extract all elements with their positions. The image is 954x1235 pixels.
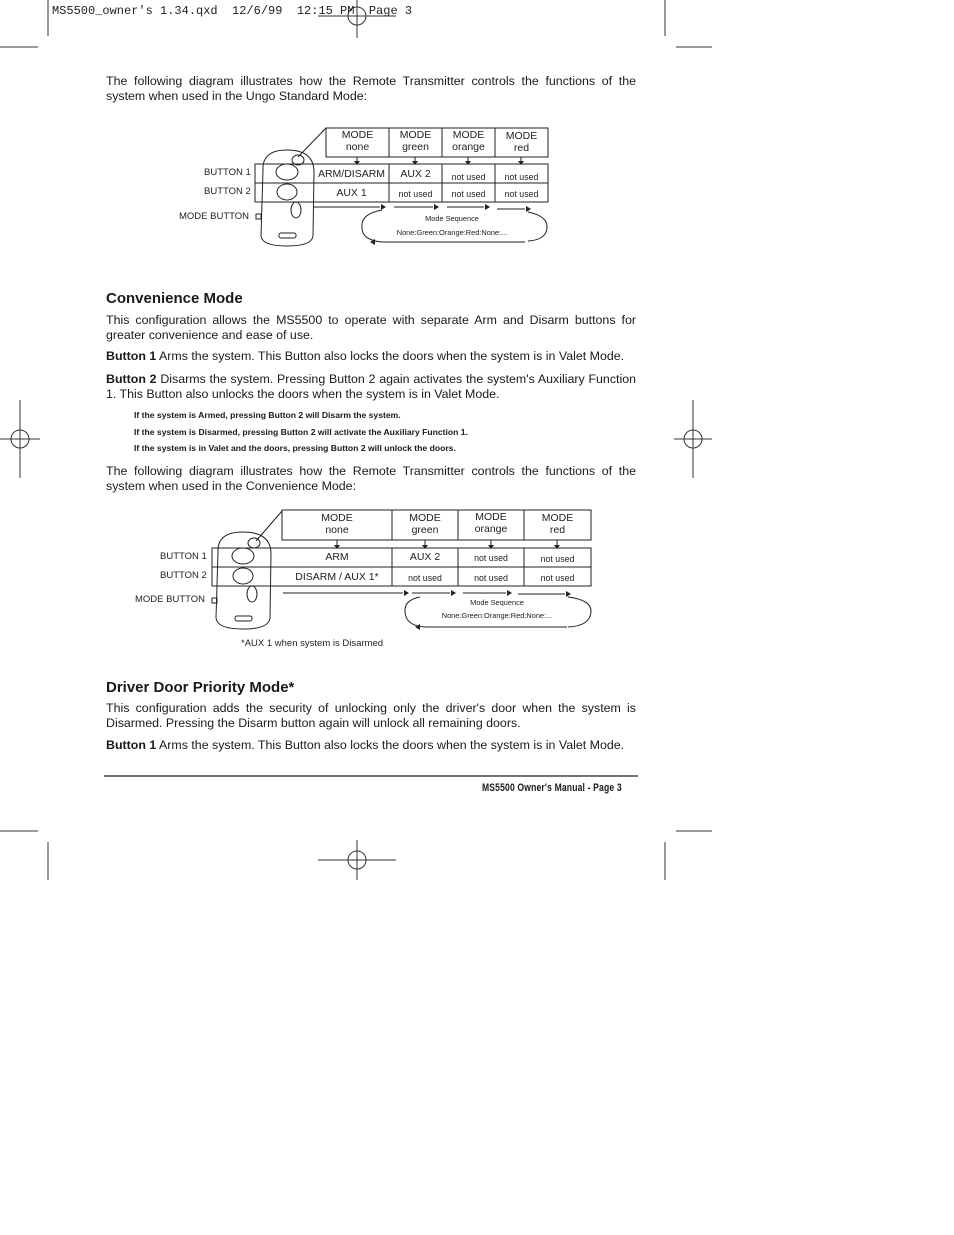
table-cell: DISARM / AUX 1* bbox=[295, 571, 379, 583]
table-cell: not used bbox=[451, 189, 486, 199]
note-valet: If the system is in Valet and the doors, pressing Button 2 will unlock the doors. bbox=[134, 443, 456, 453]
file-slug: MS5500_owner's 1.34.qxd 12/6/99 12:15 PM Page 3 bbox=[52, 4, 413, 18]
button2-paragraph bbox=[106, 372, 636, 402]
mode-red-header bbox=[524, 512, 591, 536]
mode-label: MODE bbox=[409, 512, 441, 524]
mode-label: MODE bbox=[399, 129, 432, 141]
button1-description: Arms the system. This Button also locks the doors when the system is in Valet Mode. bbox=[156, 349, 625, 363]
table-cell: ARM/DISARM bbox=[317, 168, 386, 180]
intro-paragraph: The following diagram illustrates how the Remote Transmitter controls the functions of the system when used in the Ungo Standard Mode: bbox=[106, 74, 636, 103]
button1-term: Button 1 bbox=[106, 738, 157, 752]
button2-label: BUTTON 2 bbox=[160, 570, 207, 581]
table-cell: not used bbox=[540, 573, 575, 583]
mode-button-label: MODE BUTTON bbox=[179, 211, 250, 222]
aux-footnote: *AUX 1 when system is Disarmed bbox=[241, 638, 384, 649]
mode-color: green bbox=[402, 141, 429, 153]
table-cell: not used bbox=[540, 554, 575, 564]
table-cell: not used bbox=[504, 172, 539, 182]
page-footer: MS5500 Owner's Manual - Page 3 bbox=[482, 782, 622, 794]
driver-door-heading: Driver Door Priority Mode* bbox=[106, 679, 295, 696]
table-cell: not used bbox=[504, 189, 539, 199]
mode-color: red bbox=[549, 524, 566, 536]
mode-sequence-text: None:Green:Orange:Red:None:... bbox=[396, 228, 508, 237]
convenience-heading: Convenience Mode bbox=[106, 290, 243, 307]
note-armed: If the system is Armed, pressing Button 2 will Disarm the system. bbox=[134, 410, 401, 420]
mode-label: MODE bbox=[475, 511, 507, 523]
mode-label: MODE bbox=[505, 130, 538, 142]
mode-color: orange bbox=[452, 141, 485, 153]
mode-green-header bbox=[389, 129, 442, 153]
mode-color: none bbox=[325, 524, 349, 536]
button2-term: Button 2 bbox=[106, 372, 157, 386]
convenience-intro-paragraph: The following diagram illustrates how the Remote Transmitter controls the functions of the system when used in the Convenience Mode: bbox=[106, 464, 636, 493]
mode-color: orange bbox=[474, 523, 508, 535]
button1-description: Arms the system. This Button also locks the doors when the system is in Valet Mode. bbox=[156, 738, 625, 752]
table-cell: AUX 2 bbox=[409, 551, 441, 563]
mode-color: none bbox=[345, 141, 370, 153]
table-cell: not used bbox=[474, 553, 508, 563]
button1-paragraph bbox=[106, 349, 636, 364]
button1-label: BUTTON 1 bbox=[204, 167, 251, 178]
mode-color: red bbox=[513, 142, 530, 154]
mode-color: green bbox=[411, 524, 439, 536]
table-cell: not used bbox=[408, 573, 442, 583]
mode-none-header bbox=[326, 129, 389, 153]
note-disarmed: If the system is Disarmed, pressing Button 2 will activate the Auxiliary Function 1. bbox=[134, 427, 468, 437]
mode-sequence-text: None:Green:Orange:Red:None:... bbox=[441, 611, 553, 620]
driver-door-paragraph: This configuration adds the security of unlocking only the driver's door when the system is Disarmed. Pressing the Disarm button again will unlock all remaining doors. bbox=[106, 701, 636, 730]
table-cell: AUX 2 bbox=[400, 168, 431, 180]
mode-label: MODE bbox=[321, 512, 353, 524]
mode-red-header bbox=[495, 130, 548, 154]
button1-label: BUTTON 1 bbox=[160, 551, 207, 562]
table-cell: not used bbox=[474, 573, 508, 583]
table-cell: AUX 1 bbox=[336, 187, 367, 199]
mode-label: MODE bbox=[541, 512, 574, 524]
table-cell: ARM bbox=[325, 551, 349, 563]
button2-description: Disarms the system. Pressing Button 2 again activates the system's Auxiliary Function 1. This Button also unlocks the doors when the system is in Valet Mode. bbox=[106, 372, 636, 401]
convenience-paragraph: This configuration allows the MS5500 to operate with separate Arm and Disarm buttons for greater convenience and ease of use. bbox=[106, 313, 636, 342]
mode-label: MODE bbox=[452, 129, 485, 141]
mode-button-label: MODE BUTTON bbox=[135, 594, 206, 605]
mode-green-header bbox=[392, 512, 458, 536]
button2-label: BUTTON 2 bbox=[204, 186, 251, 197]
mode-sequence-title: Mode Sequence bbox=[425, 214, 479, 223]
mode-orange-header bbox=[458, 511, 524, 535]
mode-orange-header bbox=[442, 129, 495, 153]
table-cell: not used bbox=[398, 189, 433, 199]
mode-label: MODE bbox=[341, 129, 374, 141]
button1-term: Button 1 bbox=[106, 349, 157, 363]
mode-none-header bbox=[282, 512, 392, 536]
mode-sequence-title: Mode Sequence bbox=[470, 598, 524, 607]
table-cell: not used bbox=[451, 172, 486, 182]
driver-button1-paragraph bbox=[106, 738, 636, 753]
